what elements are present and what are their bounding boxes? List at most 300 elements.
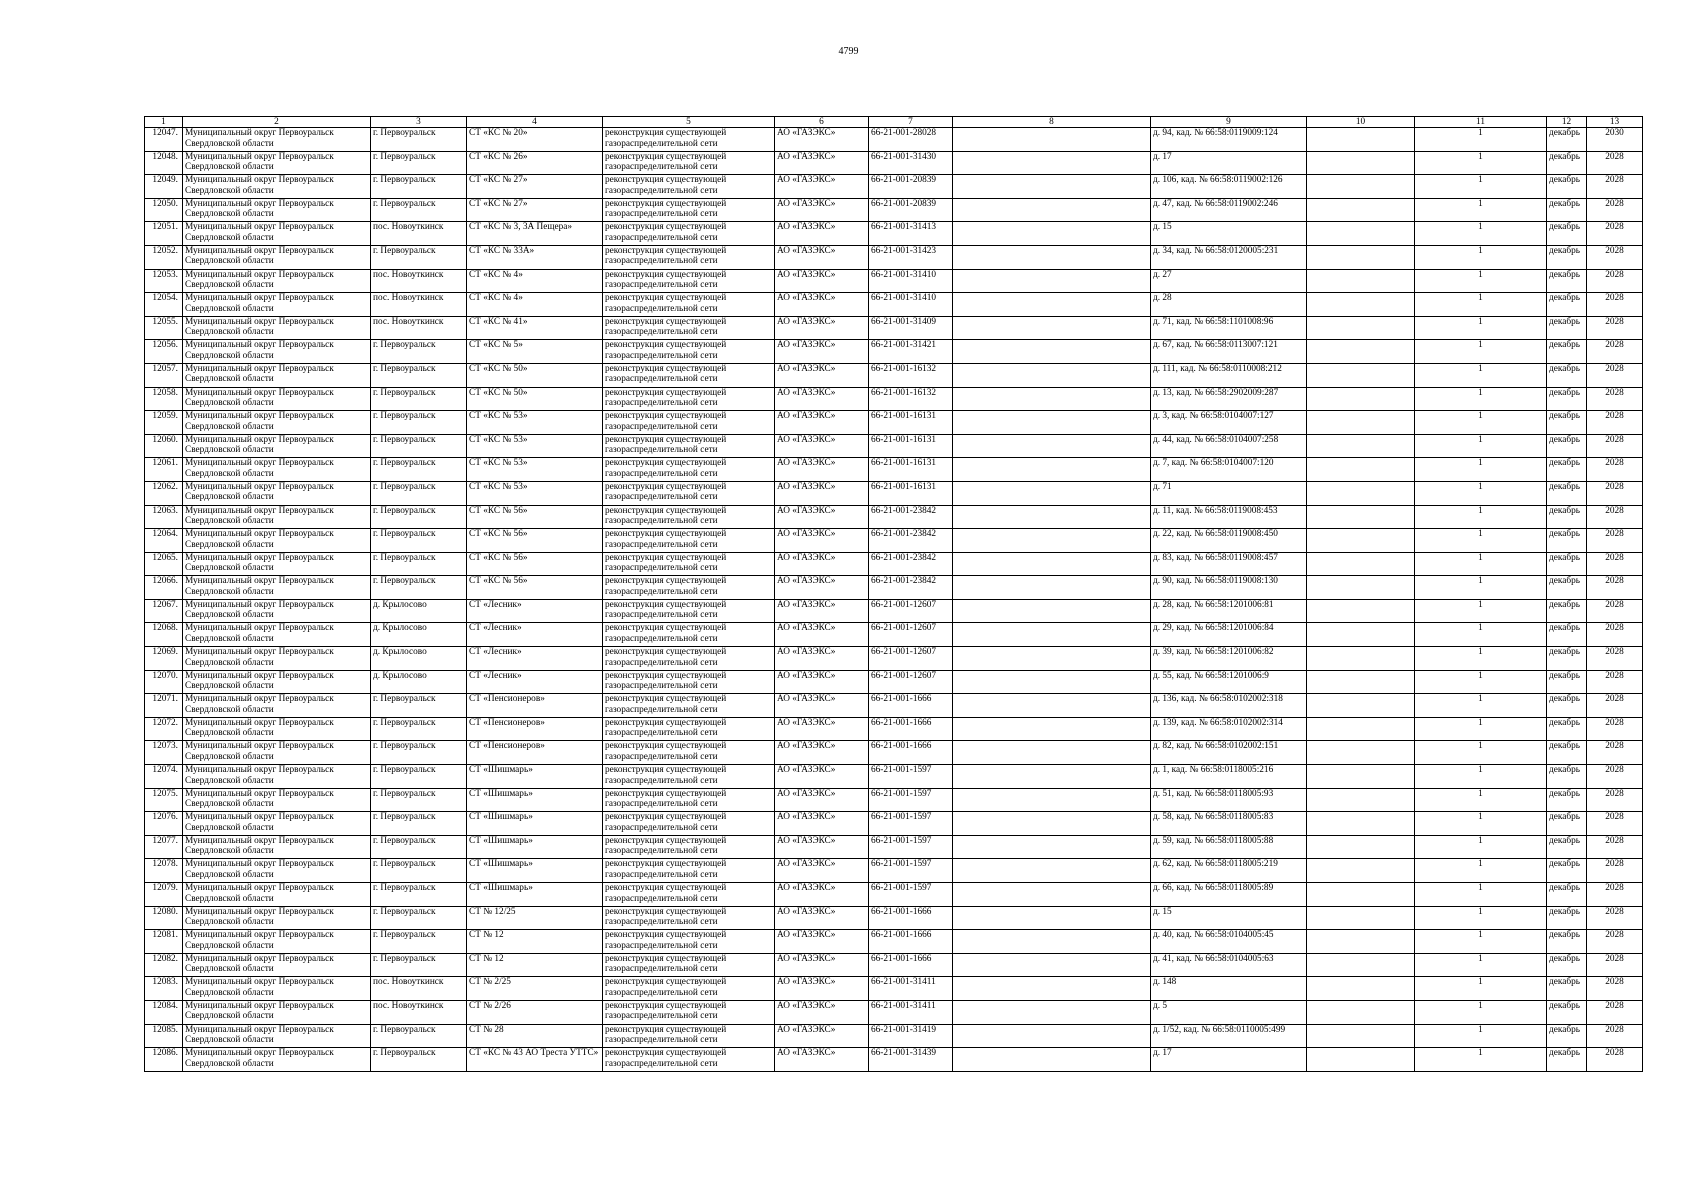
year-cell: 2028 [1587,458,1643,482]
address-cell: д. 59, кад. № 66:58:0118005:88 [1151,835,1307,859]
month-cell: декабрь [1547,363,1587,387]
row-number: 12075. [145,788,183,812]
year-cell: 2028 [1587,481,1643,505]
row-number: 12070. [145,670,183,694]
code-cell: 66-21-001-1597 [869,883,953,907]
municipality-cell: Муниципальный округ Первоуральск Свердловской области [183,576,371,600]
column-header-13: 13 [1587,117,1643,128]
work-type-cell: реконструкция существующей газораспределительной сети [603,670,775,694]
organization-cell: АО «ГАЗЭКС» [775,717,869,741]
quantity-cell: 1 [1415,694,1547,718]
table-row [145,717,1643,741]
work-type-cell: реконструкция существующей газораспределительной сети [603,741,775,765]
row-number: 12082. [145,953,183,977]
empty-cell [1307,1048,1415,1072]
table-row [145,552,1643,576]
code-cell: 66-21-001-1666 [869,741,953,765]
code-cell: 66-21-001-23842 [869,552,953,576]
locality-cell: г. Первоуральск [371,1048,467,1072]
code-cell: 66-21-001-20839 [869,175,953,199]
page-number: 4799 [838,46,859,57]
year-cell: 2028 [1587,316,1643,340]
empty-cell [1307,576,1415,600]
table-row [145,387,1643,411]
address-cell: д. 71 [1151,481,1307,505]
quantity-cell: 1 [1415,458,1547,482]
quantity-cell: 1 [1415,411,1547,435]
column-header-12: 12 [1547,117,1587,128]
code-cell: 66-21-001-16131 [869,481,953,505]
work-type-cell: реконструкция существующей газораспределительной сети [603,883,775,907]
work-type-cell: реконструкция существующей газораспределительной сети [603,930,775,954]
object-cell: СТ «КС № 53» [467,434,603,458]
locality-cell: пос. Новоуткинск [371,316,467,340]
address-cell: д. 15 [1151,222,1307,246]
row-number: 12059. [145,411,183,435]
municipality-cell: Муниципальный округ Первоуральск Свердловской области [183,175,371,199]
code-cell: 66-21-001-1666 [869,930,953,954]
row-number: 12047. [145,128,183,152]
work-type-cell: реконструкция существующей газораспределительной сети [603,293,775,317]
object-cell: СТ «КС № 50» [467,363,603,387]
empty-cell [953,906,1151,930]
locality-cell: г. Первоуральск [371,835,467,859]
quantity-cell: 1 [1415,481,1547,505]
row-number: 12066. [145,576,183,600]
address-cell: д. 27 [1151,269,1307,293]
empty-cell [1307,765,1415,789]
table-row [145,576,1643,600]
object-cell: СТ «КС № 50» [467,387,603,411]
address-cell: д. 139, кад. № 66:58:0102002:314 [1151,717,1307,741]
work-type-cell: реконструкция существующей газораспределительной сети [603,576,775,600]
locality-cell: пос. Новоуткинск [371,222,467,246]
month-cell: декабрь [1547,222,1587,246]
month-cell: декабрь [1547,765,1587,789]
empty-cell [953,128,1151,152]
municipality-cell: Муниципальный округ Первоуральск Свердловской области [183,222,371,246]
work-type-cell: реконструкция существующей газораспределительной сети [603,717,775,741]
month-cell: декабрь [1547,1024,1587,1048]
locality-cell: д. Крылосово [371,647,467,671]
empty-cell [1307,1024,1415,1048]
quantity-cell: 1 [1415,977,1547,1001]
code-cell: 66-21-001-16132 [869,387,953,411]
locality-cell: д. Крылосово [371,670,467,694]
object-cell: СТ «Лесник» [467,647,603,671]
month-cell: декабрь [1547,411,1587,435]
object-cell: СТ «КС № 53» [467,458,603,482]
work-type-cell: реконструкция существующей газораспределительной сети [603,222,775,246]
locality-cell: г. Первоуральск [371,529,467,553]
month-cell: декабрь [1547,906,1587,930]
address-cell: д. 94, кад. № 66:58:0119009:124 [1151,128,1307,152]
work-type-cell: реконструкция существующей газораспределительной сети [603,812,775,836]
municipality-cell: Муниципальный округ Первоуральск Свердловской области [183,670,371,694]
year-cell: 2028 [1587,552,1643,576]
object-cell: СТ «Пенсионеров» [467,741,603,765]
empty-cell [953,647,1151,671]
address-cell: д. 7, кад. № 66:58:0104007:120 [1151,458,1307,482]
address-cell: д. 11, кад. № 66:58:0119008:453 [1151,505,1307,529]
municipality-cell: Муниципальный округ Первоуральск Свердловской области [183,788,371,812]
organization-cell: АО «ГАЗЭКС» [775,930,869,954]
month-cell: декабрь [1547,198,1587,222]
quantity-cell: 1 [1415,222,1547,246]
empty-cell [1307,977,1415,1001]
row-number: 12048. [145,151,183,175]
locality-cell: г. Первоуральск [371,883,467,907]
address-cell: д. 47, кад. № 66:58:0119002:246 [1151,198,1307,222]
municipality-cell: Муниципальный округ Первоуральск Свердловской области [183,458,371,482]
empty-cell [953,245,1151,269]
object-cell: СТ «КС № 27» [467,198,603,222]
code-cell: 66-21-001-1666 [869,694,953,718]
month-cell: декабрь [1547,1000,1587,1024]
code-cell: 66-21-001-23842 [869,576,953,600]
month-cell: декабрь [1547,175,1587,199]
year-cell: 2028 [1587,930,1643,954]
row-number: 12056. [145,340,183,364]
quantity-cell: 1 [1415,788,1547,812]
empty-cell [1307,411,1415,435]
object-cell: СТ «КС № 4» [467,293,603,317]
year-cell: 2028 [1587,245,1643,269]
month-cell: декабрь [1547,835,1587,859]
object-cell: СТ «Шишмарь» [467,765,603,789]
object-cell: СТ «КС № 56» [467,576,603,600]
organization-cell: АО «ГАЗЭКС» [775,1024,869,1048]
empty-cell [1307,363,1415,387]
municipality-cell: Муниципальный округ Первоуральск Свердловской области [183,812,371,836]
quantity-cell: 1 [1415,363,1547,387]
empty-cell [953,363,1151,387]
object-cell: СТ «Шишмарь» [467,812,603,836]
year-cell: 2028 [1587,859,1643,883]
organization-cell: АО «ГАЗЭКС» [775,458,869,482]
address-cell: д. 67, кад. № 66:58:0113007:121 [1151,340,1307,364]
table-row [145,151,1643,175]
year-cell: 2028 [1587,505,1643,529]
locality-cell: г. Первоуральск [371,953,467,977]
row-number: 12050. [145,198,183,222]
month-cell: декабрь [1547,930,1587,954]
quantity-cell: 1 [1415,293,1547,317]
empty-cell [1307,269,1415,293]
municipality-cell: Муниципальный округ Первоуральск Свердловской области [183,1048,371,1072]
object-cell: СТ № 12 [467,953,603,977]
table-row [145,599,1643,623]
municipality-cell: Муниципальный округ Первоуральск Свердловской области [183,340,371,364]
row-number: 12081. [145,930,183,954]
year-cell: 2028 [1587,198,1643,222]
column-header-2: 2 [183,117,371,128]
year-cell: 2028 [1587,694,1643,718]
table-row [145,859,1643,883]
quantity-cell: 1 [1415,552,1547,576]
work-type-cell: реконструкция существующей газораспределительной сети [603,316,775,340]
object-cell: СТ «Лесник» [467,623,603,647]
work-type-cell: реконструкция существующей газораспределительной сети [603,245,775,269]
empty-cell [953,481,1151,505]
municipality-cell: Муниципальный округ Первоуральск Свердловской области [183,765,371,789]
quantity-cell: 1 [1415,623,1547,647]
empty-cell [953,788,1151,812]
quantity-cell: 1 [1415,175,1547,199]
table-row [145,1024,1643,1048]
month-cell: декабрь [1547,128,1587,152]
row-number: 12086. [145,1048,183,1072]
empty-cell [1307,906,1415,930]
locality-cell: г. Первоуральск [371,906,467,930]
table-row [145,529,1643,553]
table-row [145,765,1643,789]
municipality-cell: Муниципальный округ Первоуральск Свердловской области [183,434,371,458]
municipality-cell: Муниципальный округ Первоуральск Свердловской области [183,694,371,718]
empty-cell [953,1024,1151,1048]
empty-cell [1307,128,1415,152]
empty-cell [953,670,1151,694]
locality-cell: г. Первоуральск [371,128,467,152]
object-cell: СТ «КС № 56» [467,529,603,553]
row-number: 12057. [145,363,183,387]
locality-cell: г. Первоуральск [371,1024,467,1048]
column-header-8: 8 [953,117,1151,128]
empty-cell [1307,694,1415,718]
year-cell: 2028 [1587,387,1643,411]
month-cell: декабрь [1547,670,1587,694]
month-cell: декабрь [1547,387,1587,411]
code-cell: 66-21-001-16131 [869,458,953,482]
empty-cell [1307,670,1415,694]
work-type-cell: реконструкция существующей газораспределительной сети [603,694,775,718]
object-cell: СТ «КС № 56» [467,552,603,576]
quantity-cell: 1 [1415,835,1547,859]
quantity-cell: 1 [1415,599,1547,623]
municipality-cell: Муниципальный округ Первоуральск Свердловской области [183,623,371,647]
locality-cell: г. Первоуральск [371,741,467,765]
column-header-10: 10 [1307,117,1415,128]
object-cell: СТ «Лесник» [467,599,603,623]
empty-cell [953,1048,1151,1072]
quantity-cell: 1 [1415,128,1547,152]
object-cell: СТ «Лесник» [467,670,603,694]
organization-cell: АО «ГАЗЭКС» [775,647,869,671]
empty-cell [953,717,1151,741]
object-cell: СТ № 28 [467,1024,603,1048]
empty-cell [1307,717,1415,741]
work-type-cell: реконструкция существующей газораспределительной сети [603,1048,775,1072]
empty-cell [953,765,1151,789]
code-cell: 66-21-001-1597 [869,812,953,836]
quantity-cell: 1 [1415,953,1547,977]
work-type-cell: реконструкция существующей газораспределительной сети [603,128,775,152]
month-cell: декабрь [1547,623,1587,647]
organization-cell: АО «ГАЗЭКС» [775,552,869,576]
code-cell: 66-21-001-12607 [869,599,953,623]
address-cell: д. 148 [1151,977,1307,1001]
object-cell: СТ «КС № 5» [467,340,603,364]
empty-cell [953,175,1151,199]
code-cell: 66-21-001-16131 [869,434,953,458]
quantity-cell: 1 [1415,269,1547,293]
object-cell: СТ № 2/26 [467,1000,603,1024]
empty-cell [953,883,1151,907]
organization-cell: АО «ГАЗЭКС» [775,387,869,411]
address-cell: д. 17 [1151,151,1307,175]
locality-cell: д. Крылосово [371,623,467,647]
quantity-cell: 1 [1415,576,1547,600]
month-cell: декабрь [1547,529,1587,553]
year-cell: 2028 [1587,953,1643,977]
row-number: 12067. [145,599,183,623]
table-row [145,906,1643,930]
organization-cell: АО «ГАЗЭКС» [775,953,869,977]
work-type-cell: реконструкция существующей газораспределительной сети [603,599,775,623]
quantity-cell: 1 [1415,529,1547,553]
work-type-cell: реконструкция существующей газораспределительной сети [603,434,775,458]
column-header-3: 3 [371,117,467,128]
month-cell: декабрь [1547,694,1587,718]
quantity-cell: 1 [1415,387,1547,411]
work-type-cell: реконструкция существующей газораспределительной сети [603,623,775,647]
empty-cell [1307,859,1415,883]
quantity-cell: 1 [1415,741,1547,765]
code-cell: 66-21-001-1666 [869,717,953,741]
code-cell: 66-21-001-31413 [869,222,953,246]
empty-cell [1307,647,1415,671]
municipality-cell: Муниципальный округ Первоуральск Свердловской области [183,741,371,765]
month-cell: декабрь [1547,434,1587,458]
address-cell: д. 1/52, кад. № 66:58:0110005:499 [1151,1024,1307,1048]
locality-cell: г. Первоуральск [371,245,467,269]
code-cell: 66-21-001-1597 [869,788,953,812]
empty-cell [1307,222,1415,246]
empty-cell [1307,599,1415,623]
code-cell: 66-21-001-12607 [869,623,953,647]
year-cell: 2028 [1587,623,1643,647]
table-row [145,363,1643,387]
locality-cell: пос. Новоуткинск [371,1000,467,1024]
code-cell: 66-21-001-16131 [869,411,953,435]
address-cell: д. 58, кад. № 66:58:0118005:83 [1151,812,1307,836]
empty-cell [1307,316,1415,340]
row-number: 12065. [145,552,183,576]
municipality-cell: Муниципальный округ Первоуральск Свердловской области [183,859,371,883]
address-cell: д. 83, кад. № 66:58:0119008:457 [1151,552,1307,576]
code-cell: 66-21-001-1666 [869,953,953,977]
municipality-cell: Муниципальный округ Первоуральск Свердловской области [183,411,371,435]
table-row [145,835,1643,859]
year-cell: 2028 [1587,434,1643,458]
empty-cell [953,1000,1151,1024]
object-cell: СТ «Шишмарь» [467,788,603,812]
table-row [145,245,1643,269]
empty-cell [953,151,1151,175]
empty-cell [1307,623,1415,647]
empty-cell [1307,458,1415,482]
table-row [145,434,1643,458]
column-header-7: 7 [869,117,953,128]
empty-cell [953,198,1151,222]
address-cell: д. 40, кад. № 66:58:0104005:45 [1151,930,1307,954]
municipality-cell: Муниципальный округ Первоуральск Свердловской области [183,293,371,317]
code-cell: 66-21-001-28028 [869,128,953,152]
empty-cell [953,599,1151,623]
locality-cell: г. Первоуральск [371,434,467,458]
locality-cell: г. Первоуральск [371,930,467,954]
locality-cell: г. Первоуральск [371,151,467,175]
municipality-cell: Муниципальный округ Первоуральск Свердловской области [183,1000,371,1024]
row-number: 12079. [145,883,183,907]
table-row [145,175,1643,199]
year-cell: 2028 [1587,599,1643,623]
month-cell: декабрь [1547,245,1587,269]
locality-cell: г. Первоуральск [371,717,467,741]
code-cell: 66-21-001-31430 [869,151,953,175]
address-cell: д. 5 [1151,1000,1307,1024]
work-type-cell: реконструкция существующей газораспределительной сети [603,788,775,812]
code-cell: 66-21-001-12607 [869,647,953,671]
municipality-cell: Муниципальный округ Первоуральск Свердловской области [183,316,371,340]
year-cell: 2028 [1587,175,1643,199]
address-cell: д. 71, кад. № 66:58:1101008:96 [1151,316,1307,340]
column-header-5: 5 [603,117,775,128]
column-header-1: 1 [145,117,183,128]
table-row [145,1048,1643,1072]
address-cell: д. 29, кад. № 66:58:1201006:84 [1151,623,1307,647]
address-cell: д. 28 [1151,293,1307,317]
table-row [145,812,1643,836]
table-row [145,694,1643,718]
work-type-cell: реконструкция существующей газораспределительной сети [603,151,775,175]
quantity-cell: 1 [1415,859,1547,883]
table-row [145,316,1643,340]
month-cell: декабрь [1547,576,1587,600]
row-number: 12063. [145,505,183,529]
month-cell: декабрь [1547,953,1587,977]
month-cell: декабрь [1547,505,1587,529]
quantity-cell: 1 [1415,647,1547,671]
municipality-cell: Муниципальный округ Первоуральск Свердловской области [183,505,371,529]
code-cell: 66-21-001-31419 [869,1024,953,1048]
code-cell: 66-21-001-31439 [869,1048,953,1072]
locality-cell: г. Первоуральск [371,576,467,600]
locality-cell: г. Первоуральск [371,340,467,364]
organization-cell: АО «ГАЗЭКС» [775,434,869,458]
empty-cell [953,812,1151,836]
work-type-cell: реконструкция существующей газораспределительной сети [603,1000,775,1024]
row-number: 12062. [145,481,183,505]
month-cell: декабрь [1547,599,1587,623]
object-cell: СТ «КС № 27» [467,175,603,199]
row-number: 12085. [145,1024,183,1048]
quantity-cell: 1 [1415,1048,1547,1072]
row-number: 12054. [145,293,183,317]
empty-cell [1307,1000,1415,1024]
row-number: 12069. [145,647,183,671]
empty-cell [1307,529,1415,553]
year-cell: 2028 [1587,363,1643,387]
object-cell: СТ «Шишмарь» [467,883,603,907]
empty-cell [1307,505,1415,529]
empty-cell [1307,293,1415,317]
table-row [145,198,1643,222]
organization-cell: АО «ГАЗЭКС» [775,883,869,907]
object-cell: СТ «Шишмарь» [467,859,603,883]
work-type-cell: реконструкция существующей газораспределительной сети [603,529,775,553]
locality-cell: д. Крылосово [371,599,467,623]
